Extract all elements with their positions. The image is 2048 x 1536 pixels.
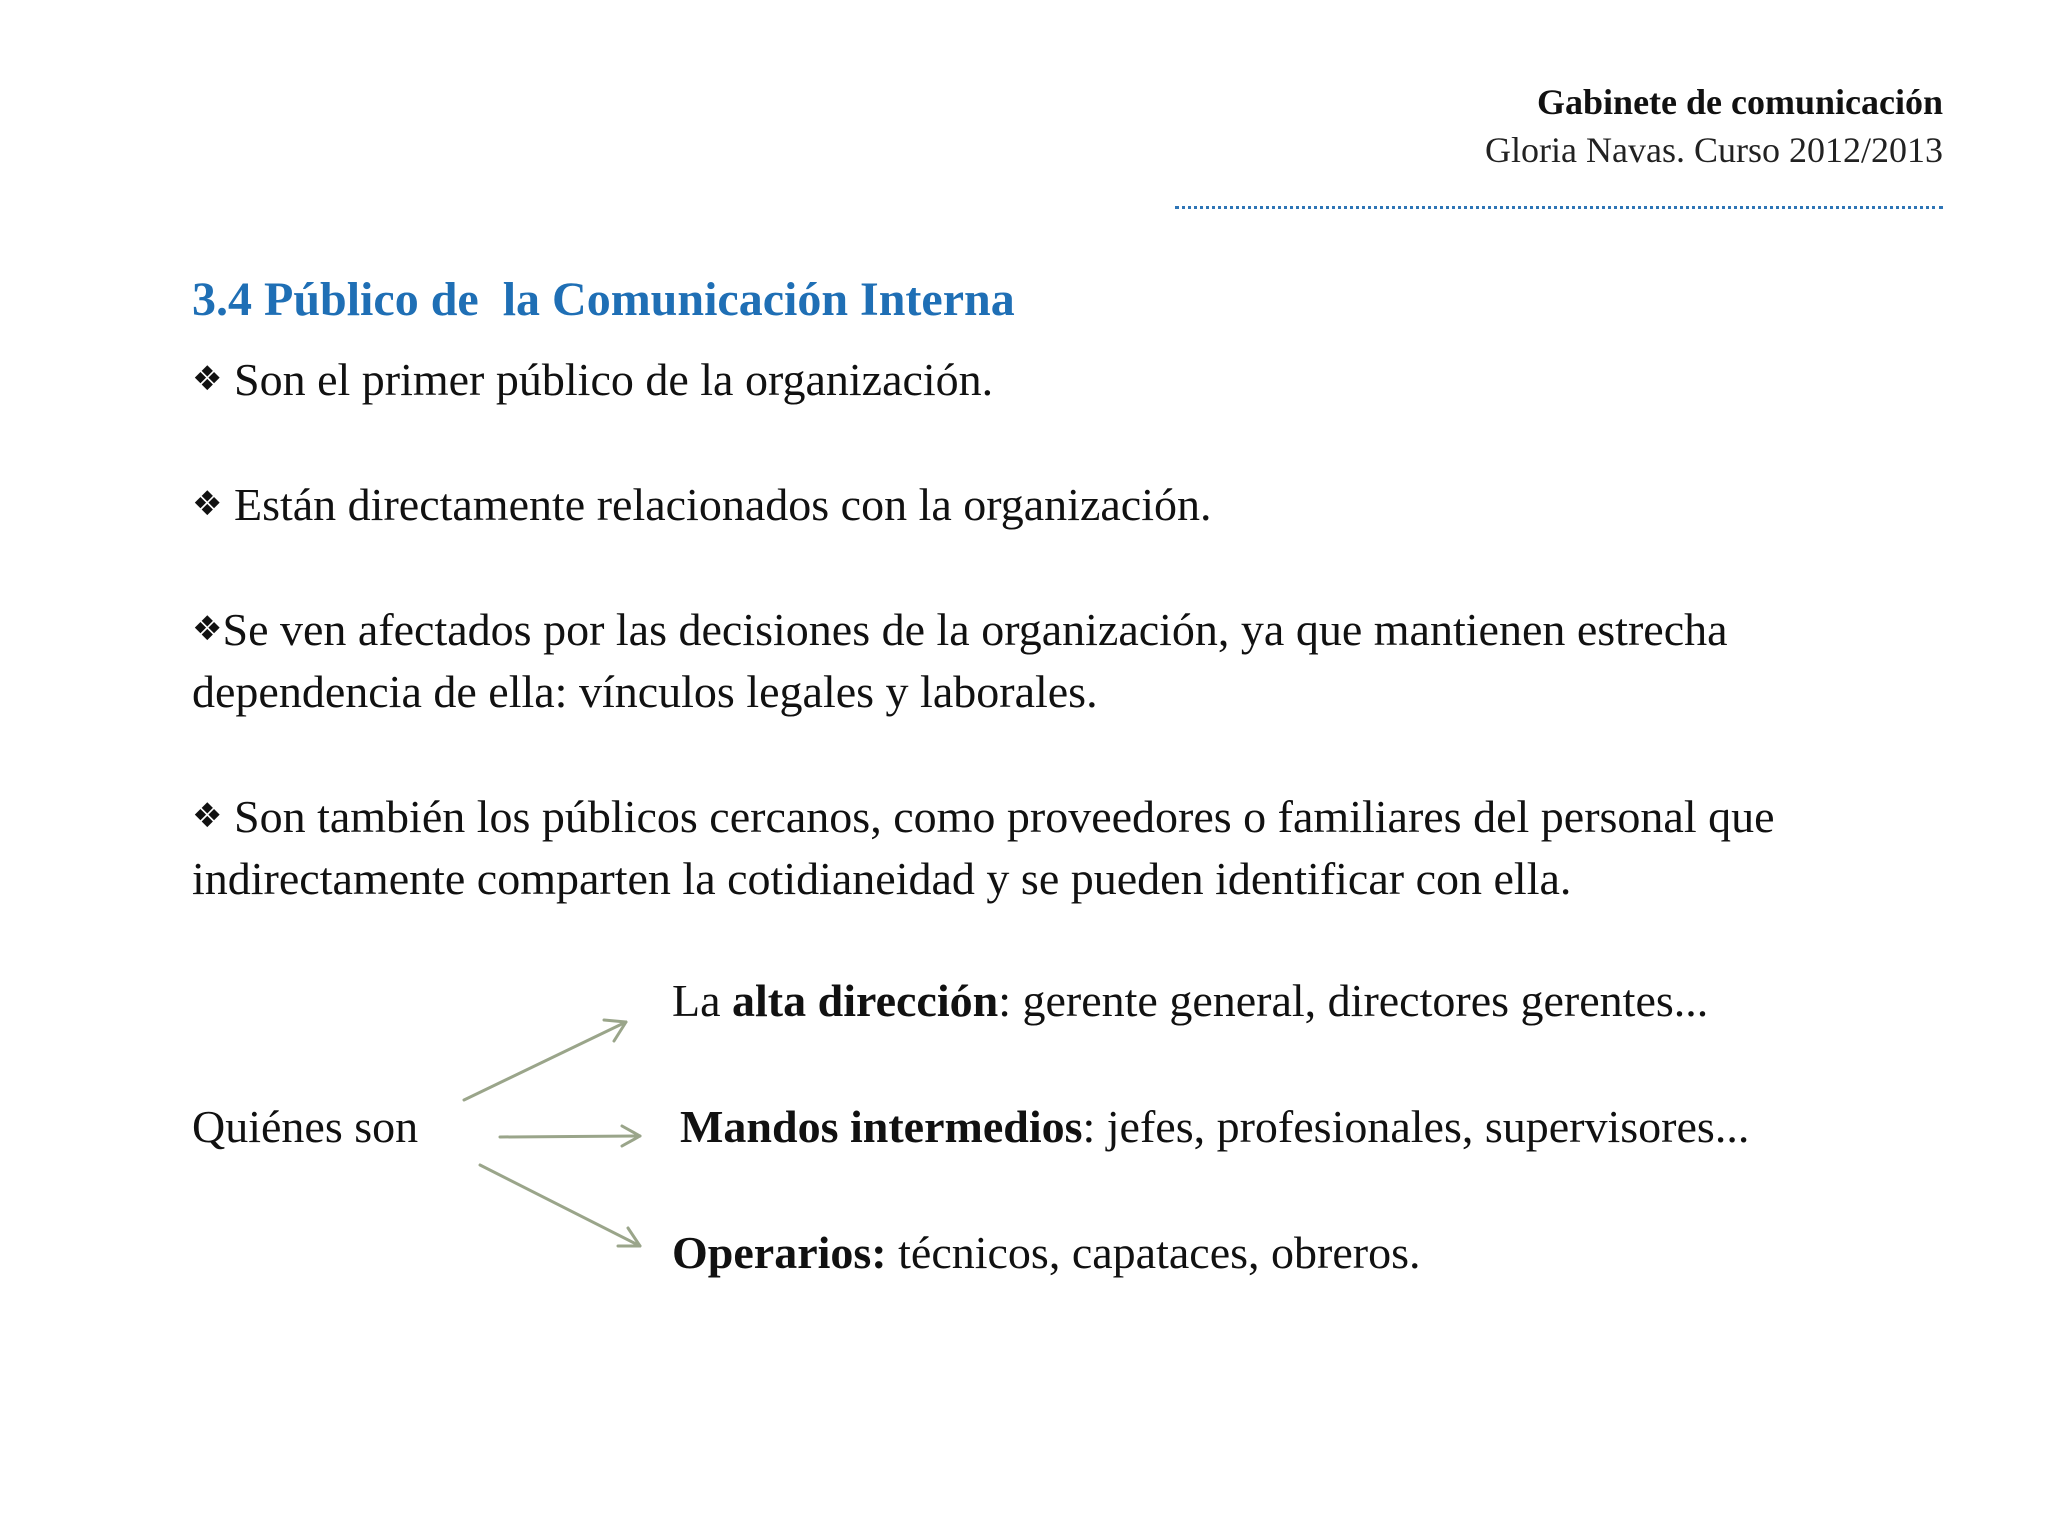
bullet-text: Están directamente relacionados con la organización.: [222, 479, 1212, 530]
arrow-up-right-icon: [464, 1020, 626, 1100]
branch-arrows: [440, 1000, 660, 1270]
arrow-right-icon: [500, 1126, 640, 1146]
section-title: 3.4 Público de la Comunicación Interna: [192, 273, 1015, 326]
bullet-item: [192, 473, 1952, 536]
bullet-item: [192, 785, 1952, 910]
diamond-bullet-icon: ❖: [192, 796, 223, 836]
bullet-text: Son también los públicos cercanos, como proveedores o familiares del personal que indirectamente comparten la cotidianeidad y se pueden identificar con ella.: [192, 791, 1775, 904]
bullet-text: Son el primer público de la organización.: [222, 354, 994, 405]
role-operarios: Operarios: técnicos, capataces, obreros.: [672, 1227, 1421, 1278]
diamond-bullet-icon: ❖: [192, 609, 223, 649]
header-title: Gabinete de comunicación: [1537, 82, 1943, 122]
role-mandos-intermedios: Mandos intermedios: jefes, profesionales, supervisores...: [680, 1101, 1750, 1152]
bullet-item: [192, 348, 1952, 411]
header-subtitle: Gloria Navas. Curso 2012/2013: [1485, 130, 1943, 170]
header-dotted-rule: [1175, 206, 1943, 209]
diamond-bullet-icon: ❖: [192, 359, 223, 399]
role-alta-direccion: La alta dirección: gerente general, directores gerentes...: [672, 975, 1709, 1026]
slide-header: [1485, 78, 1943, 174]
diamond-bullet-icon: ❖: [192, 484, 223, 524]
arrow-down-right-icon: [480, 1165, 640, 1246]
bullet-list: [192, 348, 1952, 972]
who-label: Quiénes son: [192, 1101, 419, 1152]
bullet-text: Se ven afectados por las decisiones de la organización, ya que mantienen estrecha dependencia de ella: vínculos legales y laborales.: [192, 604, 1728, 717]
bullet-item: [192, 598, 1952, 723]
